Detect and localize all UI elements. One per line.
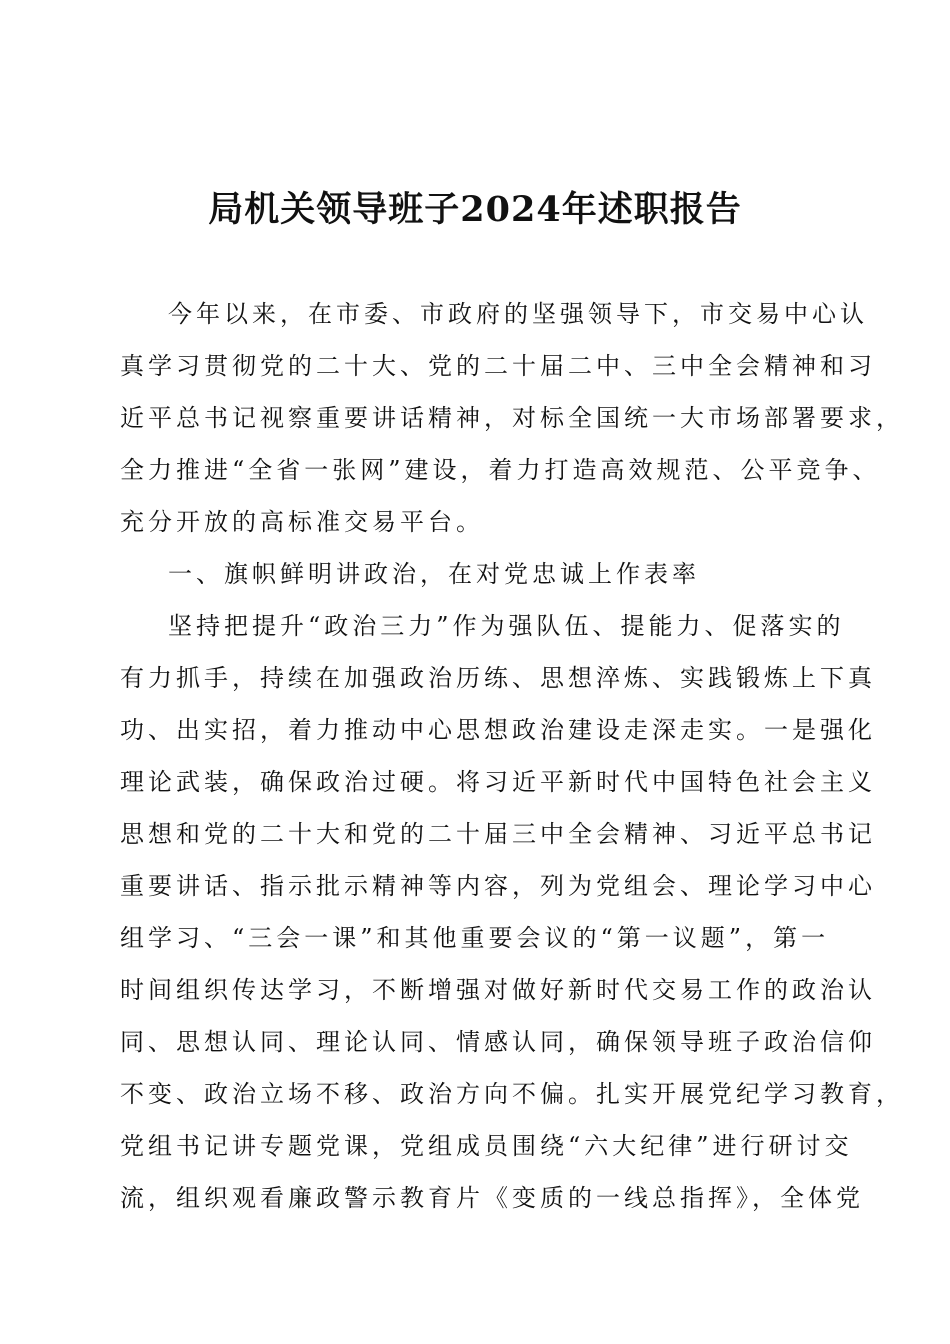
section-heading: 一、旗帜鲜明讲政治，在对党忠诚上作表率: [168, 560, 700, 588]
paragraph-line: 流，组织观看廉政警示教育片《变质的一线总指挥》，全体党: [120, 1184, 864, 1212]
paragraph-line: 功、出实招，着力推动中心思想政治建设走深走实。一是强化: [120, 716, 876, 744]
paragraph-line: 真学习贯彻党的二十大、党的二十届二中、三中全会精神和习: [120, 352, 876, 380]
paragraph-line: 重要讲话、指示批示精神等内容，列为党组会、理论学习中心: [120, 872, 876, 900]
paragraph-line: 时间组织传达学习，不断增强对做好新时代交易工作的政治认: [120, 976, 876, 1004]
paragraph-line: 党组书记讲专题党课，党组成员围绕“六大纪律”进行研讨交: [120, 1132, 853, 1160]
paragraph-line: 不变、政治立场不移、政治方向不偏。扎实开展党纪学习教育，: [120, 1080, 904, 1108]
paragraph-line: 同、思想认同、理论认同、情感认同，确保领导班子政治信仰: [120, 1028, 876, 1056]
paragraph-line: 有力抓手，持续在加强政治历练、思想淬炼、实践锻炼上下真: [120, 664, 876, 692]
paragraph-line: 理论武装，确保政治过硬。将习近平新时代中国特色社会主义: [120, 768, 876, 796]
paragraph-line: 思想和党的二十大和党的二十届三中全会精神、习近平总书记: [120, 820, 876, 848]
paragraph-line: 全力推进“全省一张网”建设，着力打造高效规范、公平竞争、: [120, 456, 881, 484]
paragraph-line: 组学习、“三会一课”和其他重要会议的“第一议题”，第一: [120, 924, 830, 952]
paragraph-line: 充分开放的高标准交易平台。: [120, 508, 484, 536]
paragraph-line: 坚持把提升“政治三力”作为强队伍、提能力、促落实的: [168, 612, 845, 640]
paragraph-line: 近平总书记视察重要讲话精神，对标全国统一大市场部署要求，: [120, 404, 904, 432]
document-title: 局机关领导班子2024年述职报告: [208, 189, 742, 230]
paragraph-line: 今年以来，在市委、市政府的坚强领导下，市交易中心认: [168, 300, 868, 328]
document-body: [120, 288, 904, 1224]
